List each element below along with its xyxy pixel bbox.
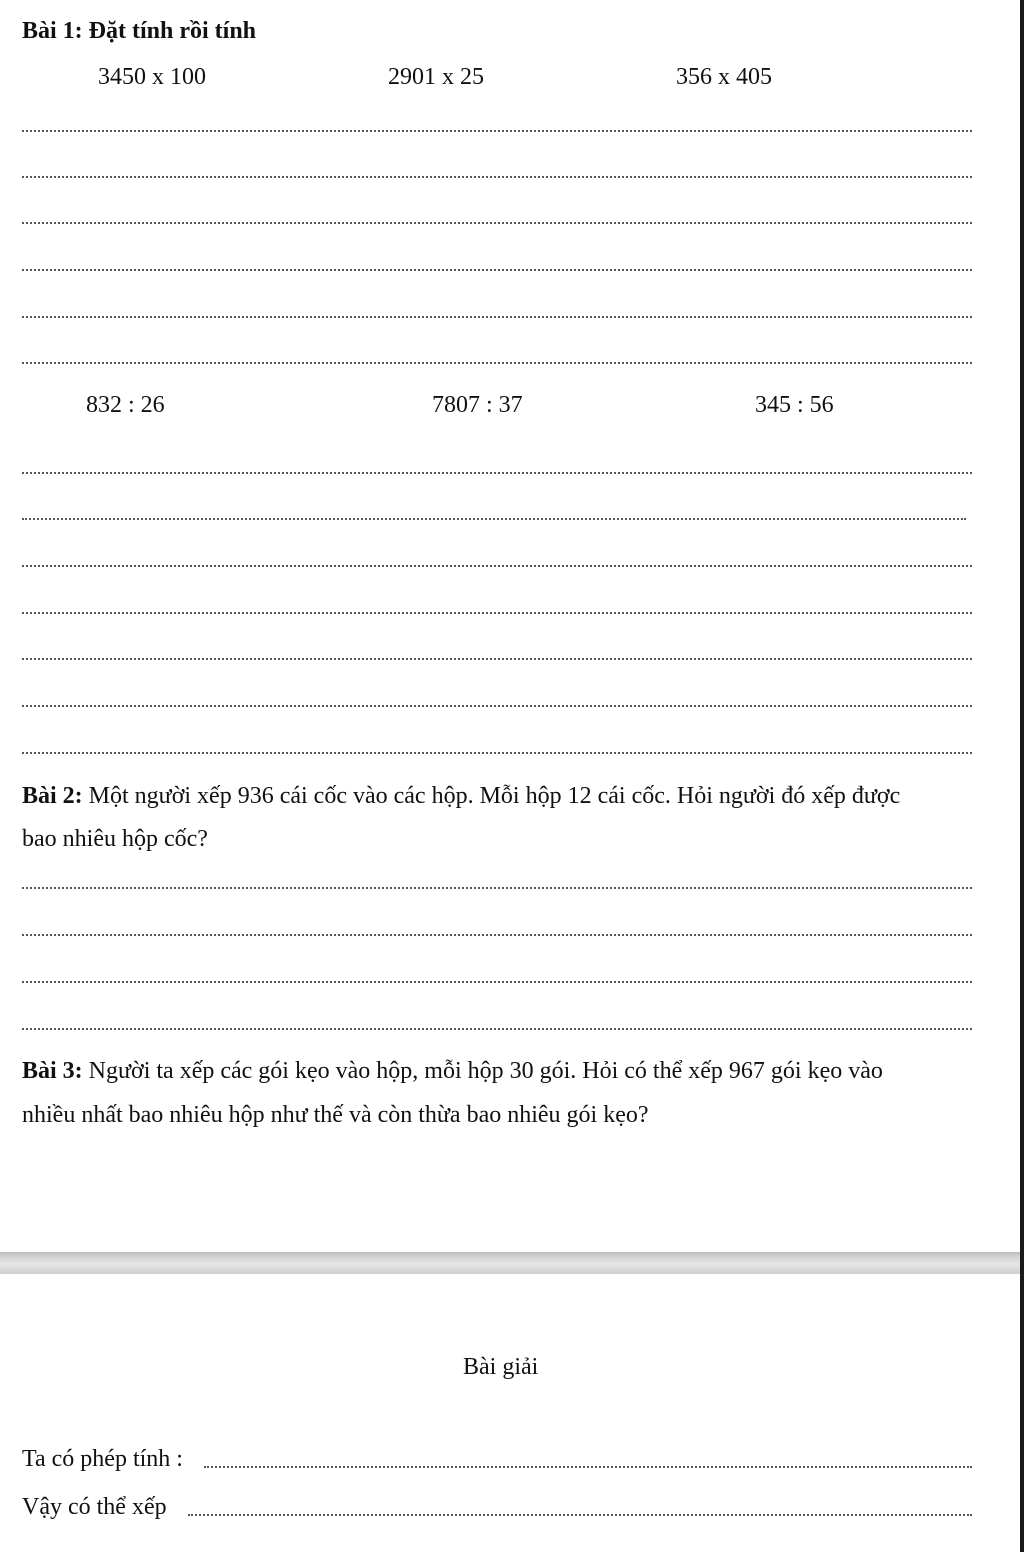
answer-line bbox=[22, 705, 972, 707]
calc-2-1: 832 : 26 bbox=[86, 392, 165, 418]
calc-1-2: 2901 x 25 bbox=[388, 64, 484, 90]
exercise-3-text-1: Người ta xếp các gói kẹo vào hộp, mỗi hộp 30 gói. Hỏi có thể xếp 967 gói kẹo vào bbox=[88, 1058, 883, 1084]
worksheet-page-2 bbox=[0, 1274, 1020, 1552]
answer-line bbox=[22, 565, 972, 567]
exercise-3-text-2: nhiều nhất bao nhiêu hộp như thế và còn thừa bao nhiêu gói kẹo? bbox=[22, 1102, 649, 1128]
answer-line bbox=[22, 887, 972, 889]
solution-line-2-blank bbox=[188, 1514, 972, 1516]
solution-line-1-label: Ta có phép tính : bbox=[22, 1446, 183, 1472]
exercise-3-label: Bài 3: bbox=[22, 1058, 83, 1084]
answer-line bbox=[22, 981, 972, 983]
answer-line bbox=[22, 316, 972, 318]
calc-2-2: 7807 : 37 bbox=[432, 392, 523, 418]
answer-line bbox=[22, 222, 972, 224]
exercise-2-text-1: Một người xếp 936 cái cốc vào các hộp. Mỗi hộp 12 cái cốc. Hỏi người đó xếp được bbox=[88, 783, 901, 809]
answer-line bbox=[22, 612, 972, 614]
exercise-2-text-2: bao nhiêu hộp cốc? bbox=[22, 826, 208, 852]
solution-line-1-blank bbox=[204, 1466, 972, 1468]
exercise-1-title: Bài 1: Đặt tính rồi tính bbox=[22, 18, 257, 44]
page-separator bbox=[0, 1252, 1020, 1274]
answer-line bbox=[22, 362, 972, 364]
answer-line bbox=[22, 472, 972, 474]
window-border bbox=[1020, 0, 1024, 1552]
answer-line bbox=[22, 752, 972, 754]
solution-heading: Bài giải bbox=[463, 1354, 539, 1380]
answer-line bbox=[22, 176, 972, 178]
solution-line-2-label: Vậy có thể xếp bbox=[22, 1494, 167, 1520]
answer-line bbox=[22, 269, 972, 271]
calc-1-1: 3450 x 100 bbox=[98, 64, 206, 90]
exercise-3-line-1 bbox=[22, 1056, 883, 1086]
exercise-2-line-1 bbox=[22, 781, 900, 811]
answer-line bbox=[22, 658, 972, 660]
answer-line bbox=[22, 130, 972, 132]
answer-line bbox=[22, 518, 966, 520]
calc-1-3: 356 x 405 bbox=[676, 64, 772, 90]
answer-line bbox=[22, 934, 972, 936]
exercise-2-label: Bài 2: bbox=[22, 783, 83, 809]
calc-2-3: 345 : 56 bbox=[755, 392, 834, 418]
answer-line bbox=[22, 1028, 972, 1030]
